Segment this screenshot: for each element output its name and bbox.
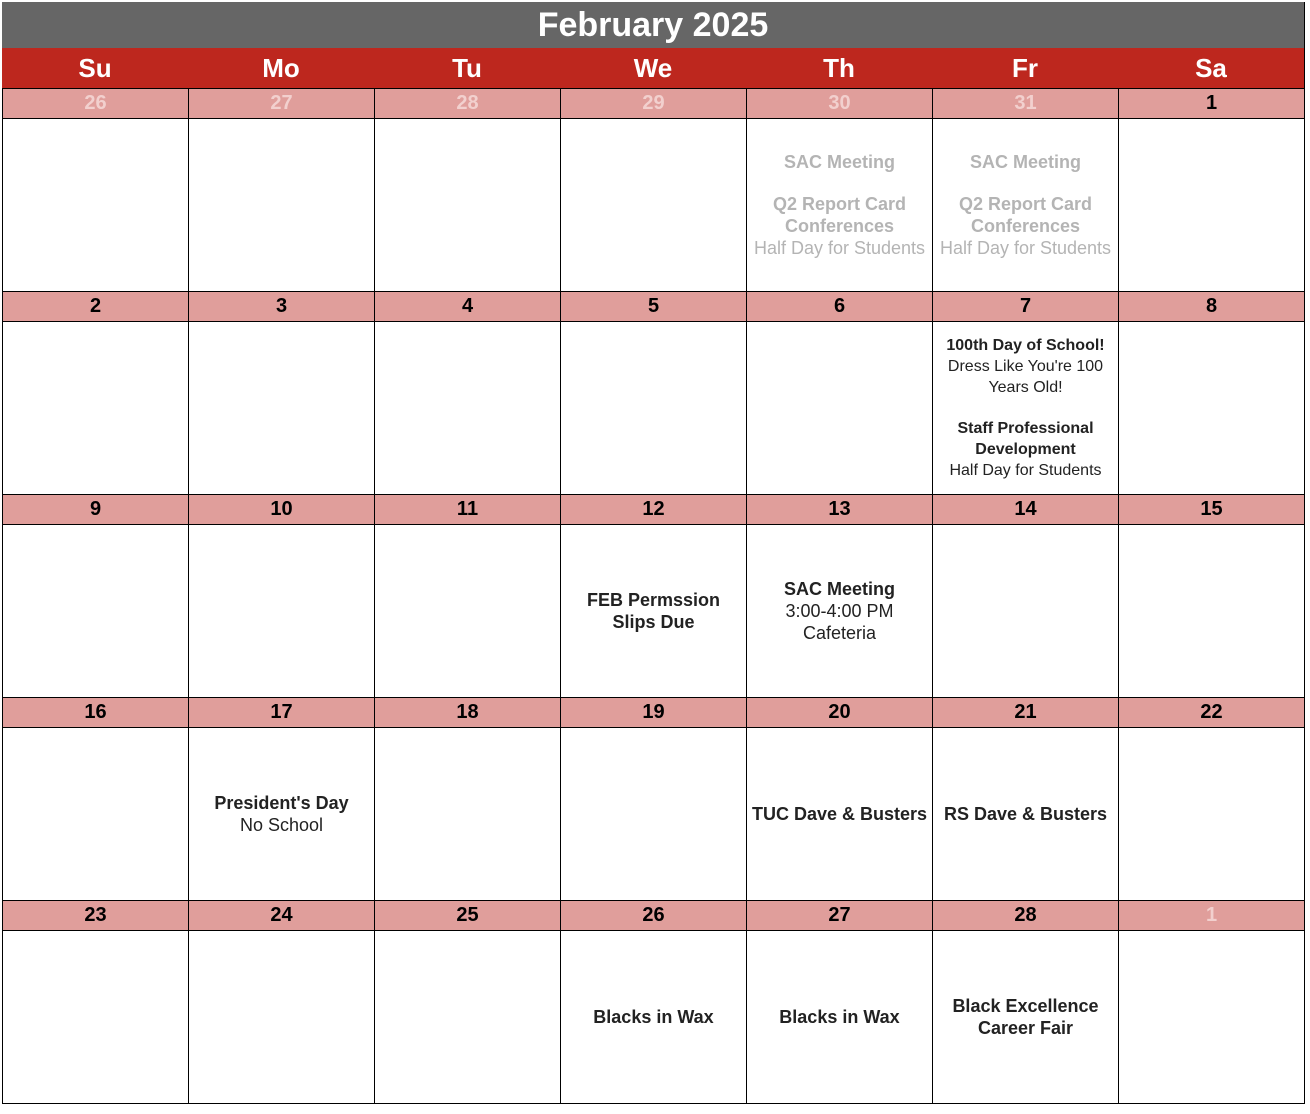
weekday-sunday: Su — [78, 52, 112, 83]
day-cell — [2, 119, 188, 291]
other-month-date-number: 30 — [746, 88, 932, 119]
week-body-row — [2, 931, 1304, 1103]
day-cell — [560, 322, 746, 494]
other-month-date-number: 27 — [188, 88, 374, 119]
day-cell — [1118, 728, 1304, 900]
day-cell — [1118, 525, 1304, 697]
date-number: 28 — [932, 900, 1118, 931]
date-number: 13 — [746, 494, 932, 525]
week-body-row — [2, 525, 1304, 697]
date-number: 24 — [188, 900, 374, 931]
date-number: 21 — [932, 697, 1118, 728]
event-detail: Cafeteria — [802, 623, 877, 643]
event-detail: No School — [239, 815, 324, 835]
calendar — [2, 2, 1305, 1104]
event-detail: Half Day for Students — [949, 462, 1102, 479]
day-cell — [560, 119, 746, 291]
date-number: 6 — [746, 291, 932, 322]
day-cell — [932, 525, 1118, 697]
day-cell — [746, 931, 932, 1103]
event-title: SAC Meeting — [783, 579, 895, 599]
day-cell — [2, 931, 188, 1103]
other-month-date-number: 31 — [932, 88, 1118, 119]
weekday-wednesday: We — [633, 52, 673, 83]
day-cell — [2, 728, 188, 900]
calendar-event — [937, 995, 1114, 1039]
day-cell — [560, 525, 746, 697]
calendar-event — [944, 803, 1107, 825]
date-number: 25 — [374, 900, 560, 931]
calendar-event — [779, 1006, 899, 1028]
date-number: 18 — [374, 697, 560, 728]
day-cell — [188, 119, 374, 291]
day-cell — [746, 119, 932, 291]
event-title: Blacks in Wax — [779, 1007, 900, 1027]
day-cell — [746, 525, 932, 697]
event-detail: 3:00-4:00 PM — [785, 601, 894, 621]
date-number: 19 — [560, 697, 746, 728]
event-title: SAC Meeting — [783, 152, 895, 172]
day-cell — [932, 322, 1118, 494]
date-number: 2 — [2, 291, 188, 322]
day-cell — [746, 322, 932, 494]
week-body-row — [2, 728, 1304, 900]
day-cell — [1118, 931, 1304, 1103]
day-cell — [374, 119, 560, 291]
weekday-tuesday: Tu — [452, 52, 482, 83]
day-cell — [2, 525, 188, 697]
day-cell — [560, 931, 746, 1103]
date-number: 3 — [188, 291, 374, 322]
date-number: 11 — [374, 494, 560, 525]
event-title: President's Day — [214, 793, 349, 813]
day-cell — [374, 525, 560, 697]
date-number: 8 — [1118, 291, 1304, 322]
other-month-date-number: 1 — [1118, 900, 1304, 931]
calendar-event — [214, 792, 348, 836]
week-date-row — [2, 291, 1304, 322]
week-body-row — [2, 322, 1304, 494]
event-title: FEB Permssion Slips Due — [586, 590, 721, 632]
calendar-event — [784, 578, 895, 644]
date-number: 1 — [1118, 88, 1304, 119]
date-number: 17 — [188, 697, 374, 728]
date-number: 5 — [560, 291, 746, 322]
day-cell — [374, 931, 560, 1103]
date-number: 7 — [932, 291, 1118, 322]
event-title: 100th Day of School! — [946, 337, 1105, 354]
event-detail: Half Day for Students — [753, 238, 926, 258]
calendar-event — [937, 418, 1114, 481]
event-detail: Half Day for Students — [939, 238, 1112, 258]
weekday-thursday: Th — [823, 52, 855, 83]
day-cell — [932, 119, 1118, 291]
week-date-row — [2, 88, 1304, 119]
day-cell — [374, 322, 560, 494]
event-title: Staff Professional Development — [957, 420, 1094, 458]
other-month-date-number: 26 — [2, 88, 188, 119]
day-cell — [932, 931, 1118, 1103]
date-number: 27 — [746, 900, 932, 931]
date-number: 12 — [560, 494, 746, 525]
day-cell — [374, 728, 560, 900]
week-body-row — [2, 119, 1304, 291]
event-title: Q2 Report Card Conferences — [958, 194, 1093, 236]
day-cell — [188, 931, 374, 1103]
date-number: 26 — [560, 900, 746, 931]
calendar-event — [970, 151, 1081, 173]
calendar-event — [784, 151, 895, 173]
weekday-header — [2, 48, 1304, 88]
weekday-friday: Fr — [1012, 52, 1038, 83]
week-date-row — [2, 900, 1304, 931]
week-date-row — [2, 697, 1304, 728]
calendar-weeks — [2, 88, 1304, 1103]
calendar-event — [937, 335, 1114, 398]
day-cell — [188, 322, 374, 494]
other-month-date-number: 28 — [374, 88, 560, 119]
calendar-event — [565, 589, 742, 633]
day-cell — [560, 728, 746, 900]
date-number: 15 — [1118, 494, 1304, 525]
date-number: 16 — [2, 697, 188, 728]
weekday-monday: Mo — [262, 52, 300, 83]
event-title: RS Dave & Busters — [943, 804, 1108, 824]
event-title: TUC Dave & Busters — [751, 804, 928, 824]
event-title: Blacks in Wax — [593, 1007, 714, 1027]
day-cell — [2, 322, 188, 494]
day-cell — [1118, 322, 1304, 494]
day-cell — [188, 728, 374, 900]
calendar-event — [751, 193, 928, 259]
weekday-saturday: Sa — [1195, 52, 1227, 83]
date-number: 4 — [374, 291, 560, 322]
event-detail: Dress Like You're 100 Years Old! — [947, 358, 1104, 396]
date-number: 10 — [188, 494, 374, 525]
calendar-event — [937, 193, 1114, 259]
event-title: SAC Meeting — [969, 152, 1081, 172]
week-date-row — [2, 494, 1304, 525]
calendar-event — [593, 1006, 713, 1028]
day-cell — [1118, 119, 1304, 291]
day-cell — [746, 728, 932, 900]
event-title: Black Excellence Career Fair — [952, 996, 1099, 1038]
date-number: 20 — [746, 697, 932, 728]
day-cell — [932, 728, 1118, 900]
calendar-event — [752, 803, 927, 825]
date-number: 9 — [2, 494, 188, 525]
date-number: 22 — [1118, 697, 1304, 728]
other-month-date-number: 29 — [560, 88, 746, 119]
date-number: 23 — [2, 900, 188, 931]
date-number: 14 — [932, 494, 1118, 525]
day-cell — [188, 525, 374, 697]
event-title: Q2 Report Card Conferences — [772, 194, 907, 236]
calendar-title: February 2025 — [2, 2, 1304, 48]
